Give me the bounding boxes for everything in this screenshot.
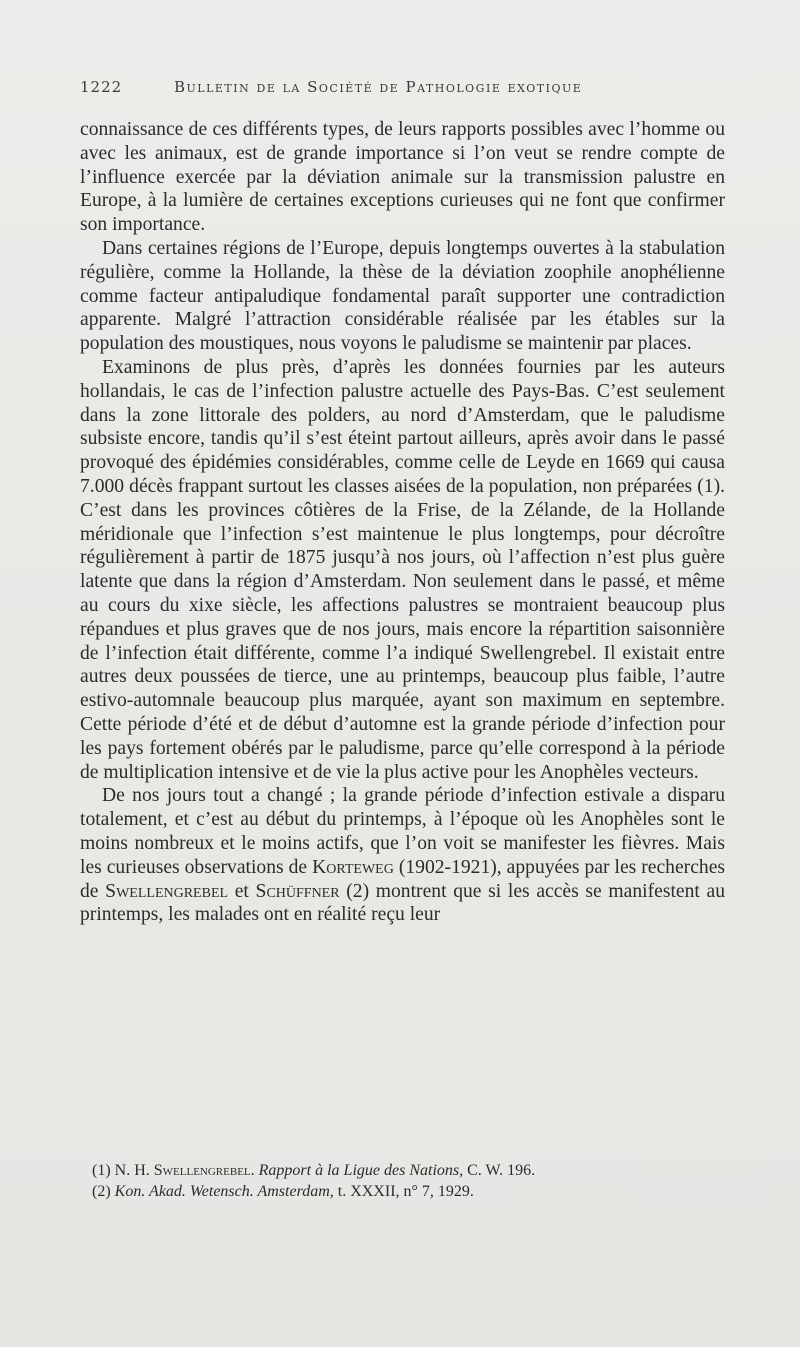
author-schuffner: Schüffner	[255, 880, 340, 902]
body-text	[80, 118, 725, 927]
page-number: 1222	[80, 78, 123, 96]
paragraph-4	[80, 784, 725, 927]
author-korteweg: Korteweg	[312, 856, 394, 878]
footnote-1-author: N. H. Swellengrebel.	[114, 1162, 255, 1179]
paragraph-3: Examinons de plus près, d’après les données fournies par les auteurs hollandais, le cas de l’infection palustre actuelle des Pays-Bas. C’est seulement dans la zone littorale des polders, au nord d’Amsterdam, que le paludisme subsiste encore, tandis qu’il s’est éteint partout ailleurs, après avoir dans le passé provoqué des épidémies considérables, comme celle de Leyde en 1669 qui causa 7.000 décès frappant surtout les classes aisées de la population, non préparées (1). C’est dans les provinces côtières de la Frise, de la Zélande, de la Hollande méridionale que l’infection s’est maintenue le plus longtemps, pour décroître régulièrement à partir de 1875 jusqu’à nos jours, où l’affection n’est plus guère latente que dans la région d’Amsterdam. Non seulement dans le passé, et même au cours du xixe siècle, les affections palustres se montraient beaucoup plus répandues et plus graves que de nos jours, mais encore la répartition saisonnière de l’infection était différente, comme l’a indiqué Swellengrebel. Il existait entre autres deux poussées de tierce, une au printemps, beaucoup plus faible, l’autre estivo-automnale beaucoup plus marquée, ayant son maximum en septembre. Cette période d’été et de début d’automne est la grande période d’infection pour les pays fortement obérés par le paludisme, parce qu’elle correspond à la période de multiplication intensive et de vie la plus active pour les Anophèles vecteurs.	[80, 356, 725, 783]
footnote-2-number: (2)	[92, 1183, 115, 1200]
paragraph-4-part-b: (1902-1921), appuyées par les recherches de	[80, 856, 726, 902]
footnote-2-rest: t. XXXII, n° 7, 1929.	[333, 1183, 474, 1200]
paragraph-4-part-c: et	[228, 880, 256, 902]
author-swellengrebel: Swellengrebel	[105, 880, 229, 902]
footnote-1-rest: C. W. 196.	[463, 1162, 536, 1179]
paragraph-2: Dans certaines régions de l’Europe, depuis longtemps ouvertes à la stabulation régulière, comme la Hollande, la thèse de la déviation zoophile anophélienne comme facteur antipaludique fondamental paraît supporter une contradiction apparente. Malgré l’attraction considérable réalisée par les étables sur la population des moustiques, nous voyons le paludisme se maintenir par places.	[80, 237, 725, 355]
footnote-2	[92, 1181, 722, 1202]
paragraph-1: connaissance de ces différents types, de leurs rapports possibles avec l’homme ou avec les animaux, est de grande importance si l’on veut se rendre compte de l’influence exercée par la déviation animale sur la transmission palustre en Europe, à la lumière de certaines exceptions curieuses qui ne font que confirmer son importance.	[80, 119, 725, 236]
footnote-1-title: Rapport à la Ligue des Nations,	[254, 1162, 464, 1179]
footnote-1-number: (1)	[92, 1162, 115, 1179]
running-title: Bulletin de la Société de Pathologie exotique	[174, 78, 583, 96]
footnote-2-title: Kon. Akad. Wetensch. Amsterdam,	[114, 1183, 334, 1200]
footnotes	[92, 1160, 722, 1202]
paragraph-4-part-d: (2) montrent que si les accès se manifestent au printemps, les malades ont en réalité reçu leur	[80, 880, 725, 926]
footnote-1	[92, 1160, 722, 1181]
paragraph-4-part-a: De nos jours tout a changé ; la grande période d’infection estivale a disparu totalement, et c’est au début du printemps, à l’époque où les Anophèles sont le moins nombreux et le moins actifs, que l’on voit se manifester les fièvres. Mais les curieuses observations de	[80, 785, 725, 878]
